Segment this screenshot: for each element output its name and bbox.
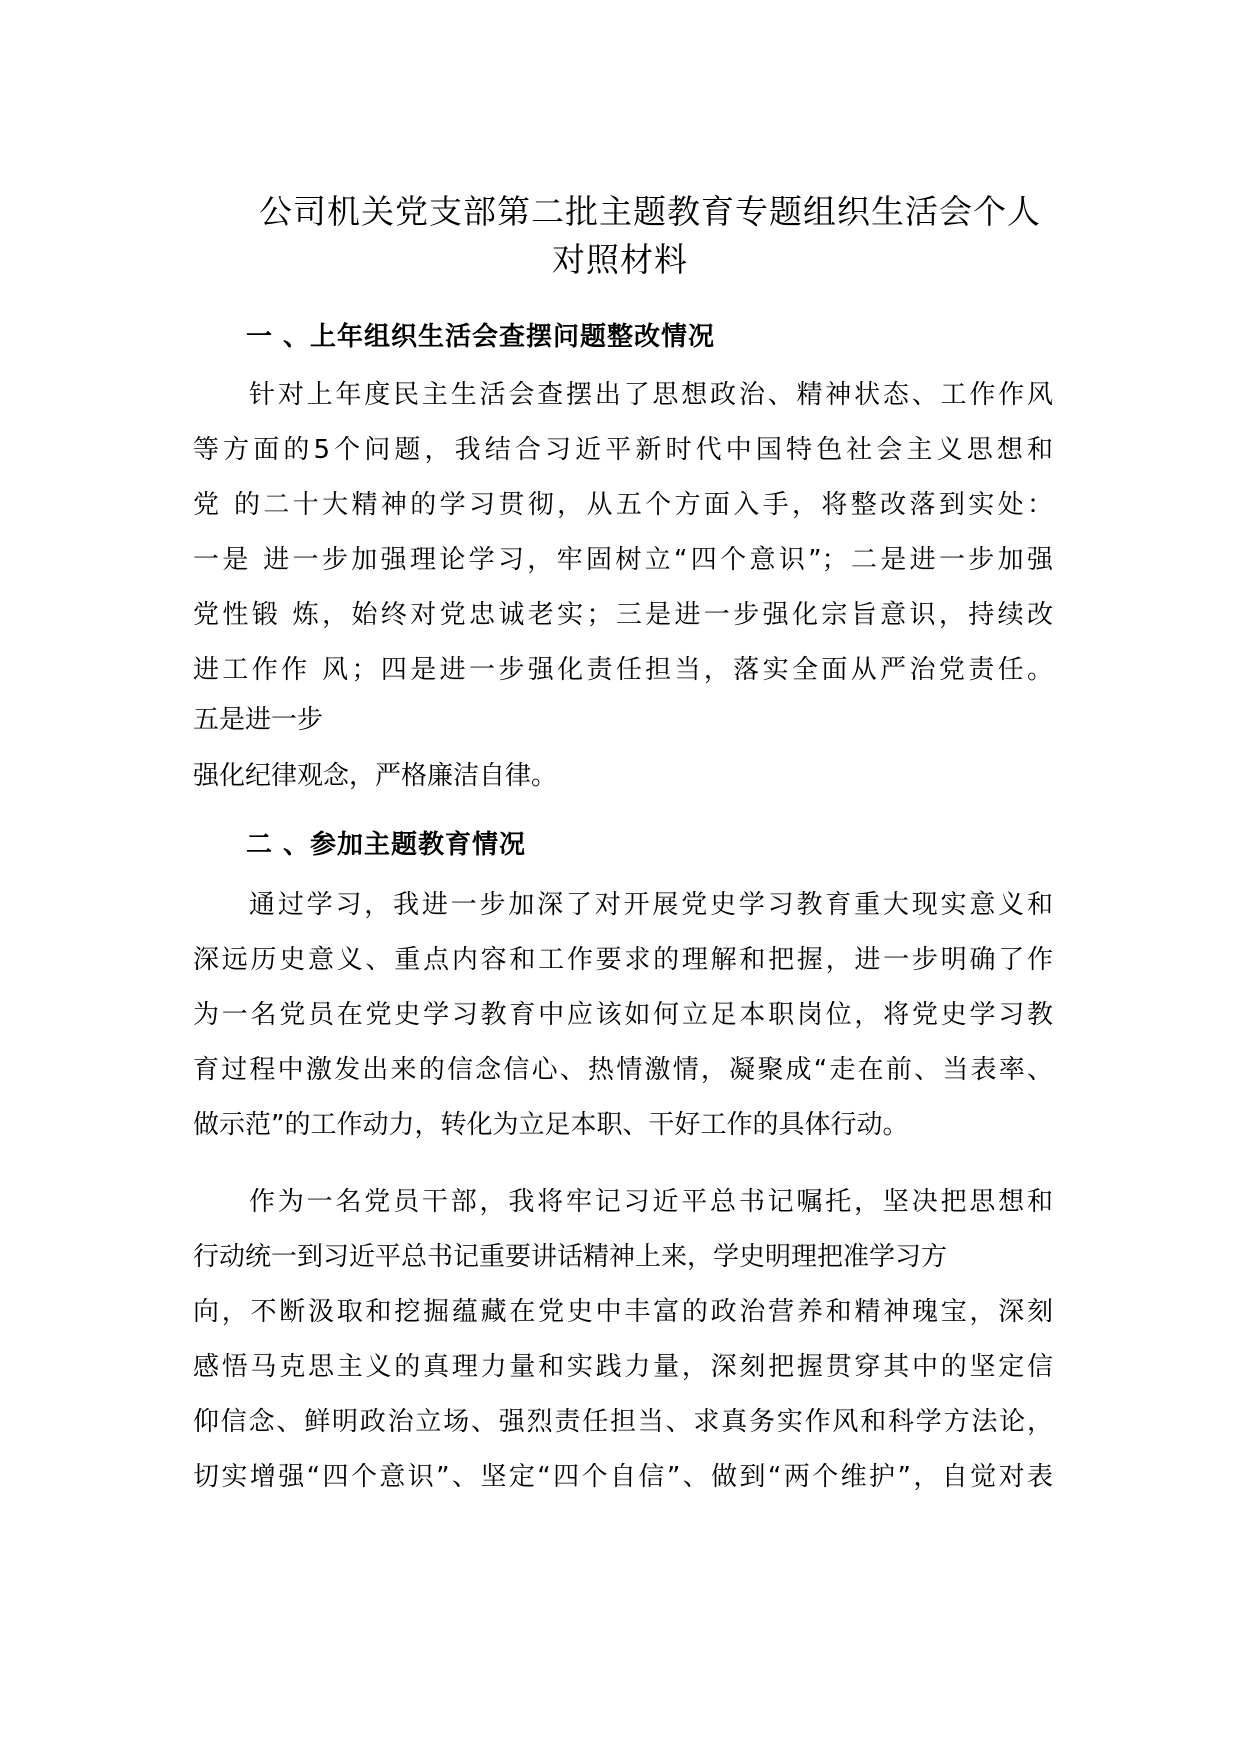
section-2-paragraph-2-line: 向，不断汲取和挖掘蕴藏在党史中丰富的政治营养和精神瑰宝，深刻 <box>193 1297 1053 1327</box>
section-2-heading: 二 、参加主题教育情况 <box>246 830 527 860</box>
section-1-line: 党 的二十大精神的学习贯彻，从五个方面入手，将整改落到实处： <box>193 490 1053 520</box>
section-1-line: 针对上年度民主生活会查摆出了思想政治、精神状态、工作作风 <box>249 380 1053 410</box>
document-title-line-2: 对照材料 <box>552 240 688 279</box>
section-2-paragraph-1-line: 为一名党员在党史学习教育中应该如何立足本职岗位，将党史学习教 <box>193 1000 1053 1030</box>
section-2-paragraph-1-line: 育过程中激发出来的信念信心、热情激情，凝聚成“走在前、当表率、 <box>193 1055 1053 1085</box>
section-2-paragraph-2-line: 作为一名党员干部，我将牢记习近平总书记嘱托，坚决把思想和 <box>249 1187 1053 1217</box>
section-2-paragraph-2-line: 行动统一到习近平总书记重要讲话精神上来，学史明理把准学习方 <box>193 1242 948 1272</box>
section-1-line: 党性锻 炼，始终对党忠诚老实；三是进一步强化宗旨意识，持续改 <box>193 600 1053 630</box>
section-2-paragraph-2-line: 感悟马克思主义的真理力量和实践力量，深刻把握贯穿其中的坚定信 <box>193 1352 1053 1382</box>
document-title-line-1: 公司机关党支部第二批主题教育专题组织生活会个人 <box>259 192 1041 231</box>
section-1-line: 等方面的5个问题，我结合习近平新时代中国特色社会主义思想和 <box>193 435 1053 465</box>
section-2-paragraph-1-line: 深远历史意义、重点内容和工作要求的理解和把握，进一步明确了作 <box>193 945 1053 975</box>
section-1-line: 进工作作 风；四是进一步强化责任担当，落实全面从严治党责任。 <box>193 655 1053 685</box>
section-1-line: 强化纪律观念，严格廉洁自律。 <box>193 761 558 791</box>
section-1-heading: 一 、上年组织生活会查摆问题整改情况 <box>246 322 716 352</box>
section-1-line: 五是进一步 <box>193 705 324 735</box>
section-2-paragraph-2-line: 切实增强“四个意识”、坚定“四个自信”、做到“两个维护”，自觉对表 <box>193 1462 1053 1492</box>
section-2-paragraph-1-line: 做示范”的工作动力，转化为立足本职、干好工作的具体行动。 <box>193 1110 909 1140</box>
section-1-line: 一是 进一步加强理论学习，牢固树立“四个意识”；二是进一步加强 <box>193 545 1053 575</box>
section-2-paragraph-2-line: 仰信念、鲜明政治立场、强烈责任担当、求真务实作风和科学方法论， <box>193 1407 1053 1437</box>
section-2-paragraph-1-line: 通过学习，我进一步加深了对开展党史学习教育重大现实意义和 <box>249 890 1053 920</box>
